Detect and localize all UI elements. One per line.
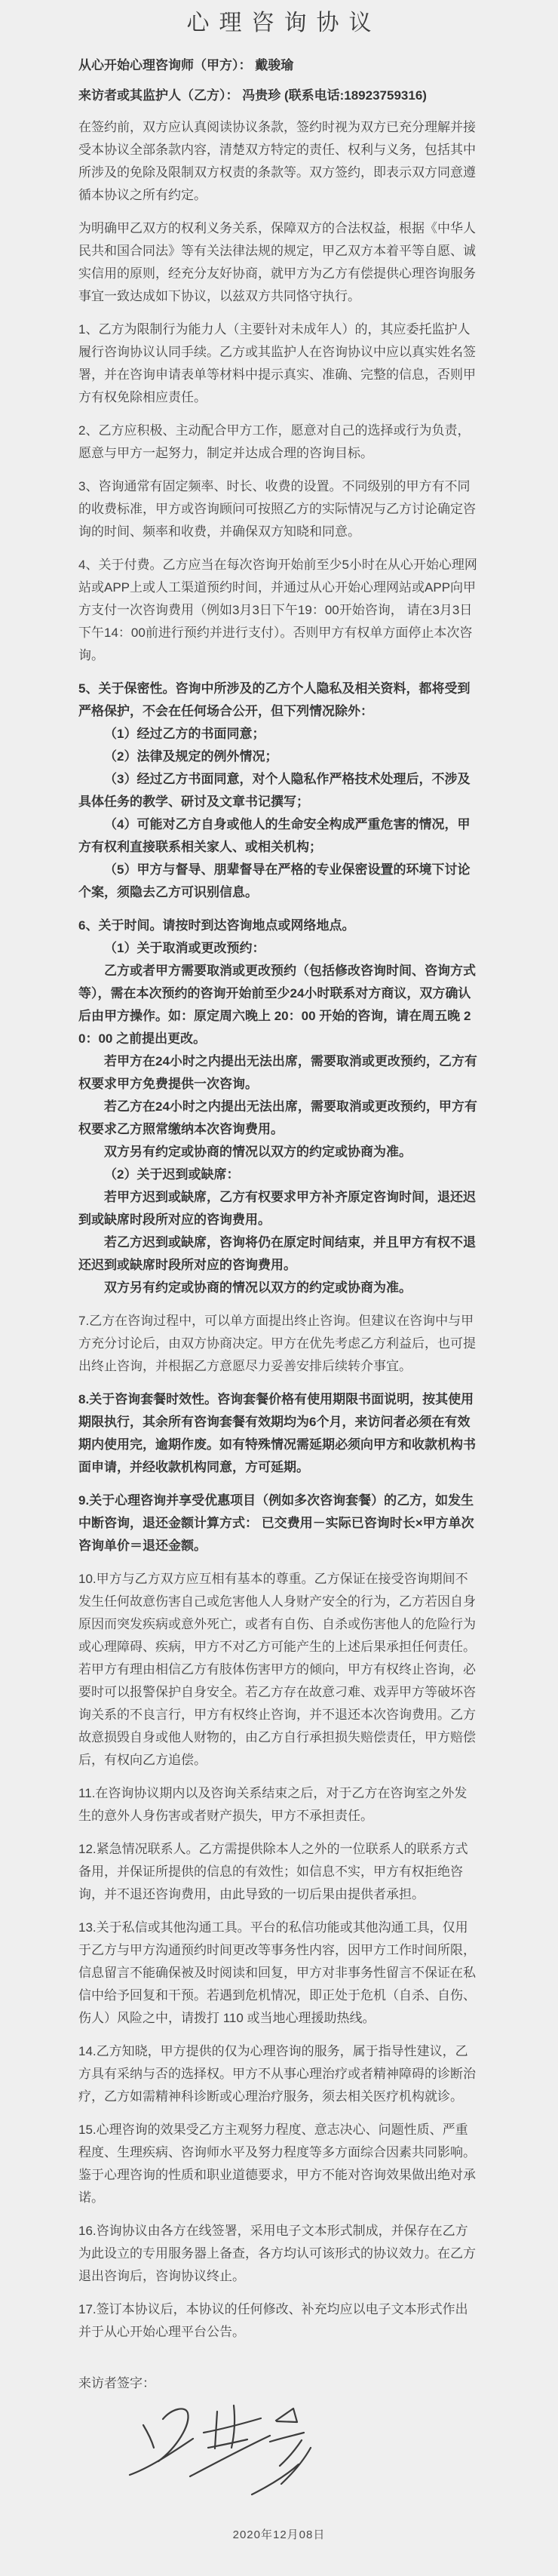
client-party-line: 来访者或其监护人（乙方）： 冯贵珍 (联系电话:18923759316) [78, 88, 427, 103]
parties-section [78, 56, 480, 106]
clause-15: 15.心理咨询的效果受乙方主观努力程度、意志决心、问题性质、严重程度、生理疾病、咨询师水平及努力程度等多方面综合因素共同影响。鉴于心理咨询的性质和职业道德要求，甲方不能对咨询效果做出绝对承诺。 [78, 2123, 476, 2205]
clause-13: 13.关于私信或其他沟通工具。平台的私信功能或其他沟通工具，仅用于乙方与甲方沟通预约时间更改等事务性内容，因甲方工作时间所限，信息留言不能确保被及时阅读和回复，甲方对非事务性留言不保证在私信中给予回复和干预。若遇到危机情况，即正处于危机（自杀、自伤、伤人）风险之中，请拨打 110 或当地心理援助热线。 [78, 1920, 476, 2025]
clause-6-sub-1-text-1: 乙方或者甲方需要取消或更改预约（包括修改咨询时间、咨询方式等），需在本次预约的咨询开始前至少24小时联系对方商议，双方确认后由甲方操作。如：原定周六晚上 20：00 开始的咨询，请在周五晚 20：00 之前提出更改。 [78, 964, 476, 1046]
signing-date: 2020年12月08日 [232, 2528, 326, 2541]
clause-6-sub-2-title: （2）关于迟到或缺席： [104, 1167, 240, 1182]
clause-16: 16.咨询协议由各方在线签署，采用电子文本形式制成，并保存在乙方为此设立的专用服务器上备查，各方均认可该形式的协议效力。在乙方退出咨询后，咨询协议终止。 [78, 2224, 476, 2283]
clause-5-item-5: （5）甲方与督导、朋辈督导在严格的专业保密设置的环境下讨论个案，须隐去乙方可识别信息。 [78, 862, 471, 899]
clause-11: 11.在咨询协议期内以及咨询关系结束之后，对于乙方在咨询室之外发生的意外人身伤害或者财产损失，甲方不承担责任。 [78, 1786, 468, 1823]
clause-5-item-2: （2）法律及规定的例外情况； [104, 749, 278, 764]
clause-12: 12.紧急情况联系人。乙方需提供除本人之外的一位联系人的联系方式备用，并保证所提供的信息的有效性；如信息不实，甲方有权拒绝咨询，并不退还咨询费用，由此导致的一切后果由提供者承担。 [78, 1842, 468, 1901]
clause-6-sub-1-text-3: 若乙方在24小时之内提出无法出席，需要取消或更改预约，甲方有权要求乙方照常缴纳本次咨询费用。 [78, 1099, 477, 1136]
clause-2: 2、乙方应积极、主动配合甲方工作，愿意对自己的选择或行为负责，愿意与甲方一起努力，制定并达成合理的咨询目标。 [78, 423, 471, 460]
clause-6-sub-2-text-3: 双方另有约定或协商的情况以双方的约定或协商为准。 [104, 1280, 412, 1295]
clause-6-sub-1-title: （1）关于取消或更改预约： [104, 941, 265, 955]
clauses-section [78, 116, 480, 2344]
signature-section [78, 2372, 480, 2501]
clause-intro-1: 在签约前，双方应认真阅读协议条款，签约时视为双方已充分理解并接受本协议全部条款内容，清楚双方特定的责任、权利与义务，包括其中所涉及的免除及限制双方权责的条款等。双方签约，即表示双方同意遵循本协议之所有约定。 [78, 120, 476, 202]
clause-7: 7.乙方在咨询过程中，可以单方面提出终止咨询。但建议在咨询中与甲方充分讨论后，由双方协商决定。甲方在优先考虑乙方利益后，也可提出终止咨询，并根据乙方意愿尽力妥善安排后续转介事宜。 [78, 1314, 476, 1373]
document-title: 心理咨询协议 [186, 11, 382, 35]
clause-5-item-1: （1）经过乙方的书面同意； [104, 727, 265, 741]
clause-9: 9.关于心理咨询并享受优惠项目（例如多次咨询套餐）的乙方，如发生中断咨询，退还金额计算方式： 已交费用－实际已咨询时长×甲方单次咨询单价＝退还金额。 [78, 1493, 474, 1553]
clause-6-sub-2-text-2: 若乙方迟到或缺席，咨询将仍在原定时间结束，并且甲方有权不退还迟到或缺席时段所对应的咨询费用。 [78, 1235, 476, 1272]
clause-5-item-3: （3）经过乙方书面同意，对个人隐私作严格技术处理后，不涉及具体任务的教学、研讨及文章书记撰写； [78, 772, 471, 809]
clause-6-sub-1-text-2: 若甲方在24小时之内提出无法出席，需要取消或更改预约，乙方有权要求甲方免费提供一次咨询。 [78, 1054, 477, 1091]
clause-6-header: 6、关于时间。请按时到达咨询地点或网络地点。 [78, 918, 355, 933]
clause-14: 14.乙方知晓，甲方提供的仅为心理咨询的服务，属于指导性建议，乙方具有采纳与否的选择权。甲方不从事心理治疗或者精神障碍的诊断治疗，乙方如需精神科诊断或心理治疗服务，须去相关医疗机构就诊。 [78, 2044, 476, 2104]
clause-1: 1、乙方为限制行为能力人（主要针对未成年人）的，其应委托监护人履行咨询协议认同手续。乙方或其监护人在咨询协议中应以真实姓名签署，并在咨询申请表单等材料中提示真实、准确、完整的信息，否则甲方有权免除相应责任。 [78, 322, 476, 404]
clause-10: 10.甲方与乙方双方应互相有基本的尊重。乙方保证在接受咨询期间不发生任何故意伤害自己或危害他人人身财产安全的行为，乙方若因自身原因而突发疾病或意外死亡，或者有自伤、自杀或伤害他人的危险行为或心理障碍、疾病，甲方不对乙方可能产生的上述后果承担任何责任。若甲方有理由相信乙方有肢体伤害甲方的倾向，甲方有权终止咨询，必要时可以报警保护自身安全。若乙方存在故意刁难、戏弄甲方等破坏咨询关系的不良言行，甲方有权终止咨询，并不退还本次咨询费用。乙方故意损毁自身或他人财物的，由乙方自行承担损失赔偿责任，甲方赔偿后，有权向乙方追偿。 [78, 1572, 476, 1767]
clause-intro-2: 为明确甲乙双方的权利义务关系，保障双方的合法权益，根据《中华人民共和国合同法》等有关法律法规的规定，甲乙双方本着平等自愿、诚实信用的原则，经充分友好协商，就甲方为乙方有偿提供心理咨询服务事宜一致达成如下协议，以兹双方共同恪守执行。 [78, 221, 476, 303]
clause-3: 3、咨询通常有固定频率、时长、收费的设置。不同级别的甲方有不同的收费标准，甲方或咨询顾问可按照乙方的实际情况与乙方讨论确定咨询的时间、频率和收费，并确保双方知晓和同意。 [78, 479, 476, 539]
signature-strokes-icon [121, 2401, 324, 2501]
clause-6-sub-1-text-4: 双方另有约定或协商的情况以双方的约定或协商为准。 [104, 1145, 412, 1159]
clause-6-sub-2-text-1: 若甲方迟到或缺席，乙方有权要求甲方补齐原定咨询时间，退还迟到或缺席时段所对应的咨询费用。 [78, 1190, 476, 1227]
clause-8: 8.关于咨询套餐时效性。咨询套餐价格有使用期限书面说明，按其使用期限执行，其余所有咨询套餐有效期均为6个月，来访问者必须在有效期内使用完，逾期作废。如有特殊情况需延期必须向甲方和收款机构书面申请，并经收款机构同意，方可延期。 [78, 1392, 476, 1474]
handwritten-signature [121, 2401, 324, 2501]
clause-5-header: 5、关于保密性。咨询中所涉及的乙方个人隐私及相关资料，都将受到严格保护，不会在任何场合公开，但下列情况除外： [78, 681, 471, 718]
visitor-signature-label: 来访者签字： [78, 2376, 155, 2390]
counselor-party-line: 从心开始心理咨询师（甲方）： 戴骏瑜 [78, 58, 294, 72]
clause-5-item-4: （4）可能对乙方自身或他人的生命安全构成严重危害的情况，甲方有权利直接联系相关家人、或相关机构； [78, 817, 471, 854]
clause-17: 17.签订本协议后，本协议的任何修改、补充均应以电子文本形式作出并于从心开始心理平台公告。 [78, 2302, 468, 2339]
clause-4: 4、关于付费。乙方应当在每次咨询开始前至少5小时在从心开始心理网站或APP上或人工渠道预约时间，并通过从心开始心理网站或APP向甲方支付一次咨询费用（例如3月3日下午19：00开始咨询， 请在3月3日下午14：00前进行预约并进行支付）。否则甲方有权单方面停止本次咨询。 [78, 558, 477, 662]
